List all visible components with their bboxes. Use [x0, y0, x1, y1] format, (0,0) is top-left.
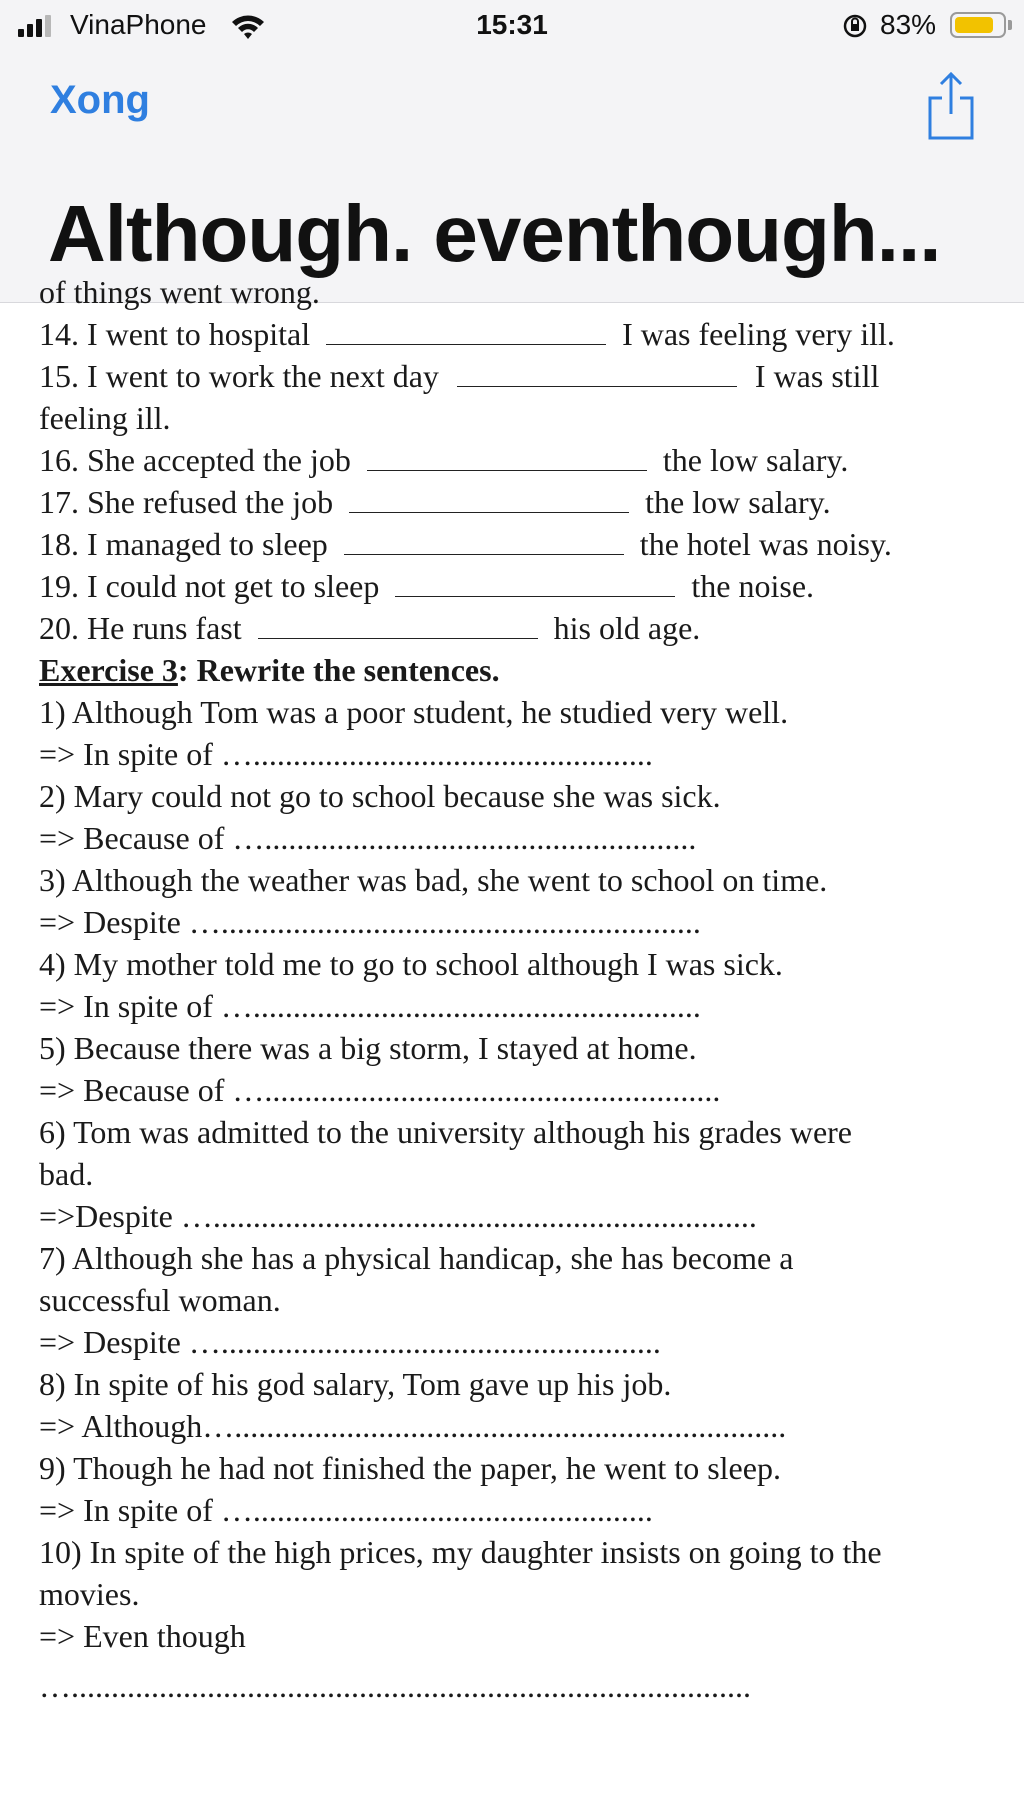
answer-blank [344, 524, 624, 555]
answer-dots: ….................................................................... [180, 1198, 757, 1234]
status-bar [0, 0, 1024, 52]
answer-blank [457, 356, 737, 387]
answer-prompt: => Despite [39, 904, 181, 940]
share-icon[interactable] [926, 70, 976, 140]
exercise-line [39, 523, 1014, 565]
answer-dots: ….................................................. [220, 736, 653, 772]
navigation-bar [0, 52, 1024, 303]
battery-icon [950, 12, 1006, 38]
rewrite-sentence: 10) In spite of the high prices, my daughter insists on going to the [39, 1534, 882, 1570]
exercise-instruction: : Rewrite the sentences. [177, 652, 500, 688]
exercise-line-continuation: feeling ill. [39, 400, 171, 436]
answer-prompt: => Because of [39, 1072, 225, 1108]
rewrite-sentence-continuation: movies. [39, 1576, 140, 1612]
answer-prompt: => In spite of [39, 988, 213, 1024]
rewrite-sentence: 8) In spite of his god salary, Tom gave up his job. [39, 1366, 672, 1402]
orientation-lock-icon [842, 13, 868, 39]
sentence-end: the low salary. [662, 442, 849, 478]
sentence-start: 15. I went to work the next day [39, 358, 439, 394]
sentence-start: 20. He runs fast [39, 610, 242, 646]
done-button[interactable]: Xong [50, 78, 150, 122]
sentence-start: 14. I went to hospital [39, 316, 311, 352]
rewrite-sentence: 1) Although Tom was a poor student, he studied very well. [39, 694, 789, 730]
rewrite-sentence: 6) Tom was admitted to the university although his grades were [39, 1114, 852, 1150]
answer-dots: …......................................................... [232, 1072, 721, 1108]
exercise-heading [39, 649, 1014, 691]
answer-dots: …............................................................ [188, 904, 701, 940]
rewrite-answer-line [39, 1489, 1014, 1531]
rewrite-sentence-continuation: bad. [39, 1156, 94, 1192]
rewrite-sentence: 3) Although the weather was bad, she went to school on time. [39, 862, 828, 898]
exercise-label: Exercise 3 [39, 652, 178, 688]
rewrite-sentence: 9) Though he had not finished the paper, he went to sleep. [39, 1450, 781, 1486]
rewrite-answer-line [39, 985, 1014, 1027]
rewrite-item [39, 1027, 1014, 1111]
exercise-line [39, 355, 1014, 397]
rewrite-sentence: 5) Because there was a big storm, I stayed at home. [39, 1030, 697, 1066]
rewrite-answer-line [39, 1321, 1014, 1363]
exercise-line [39, 481, 1014, 523]
rewrite-sentence-continuation: successful woman. [39, 1282, 281, 1318]
rewrite-item [39, 943, 1014, 1027]
answer-blank [258, 608, 538, 639]
exercise-line [39, 439, 1014, 481]
sentence-start: 19. I could not get to sleep [39, 568, 380, 604]
answer-dots: …........................................................ [220, 988, 701, 1024]
rewrite-item [39, 859, 1014, 943]
sentence-end: I was feeling very ill. [622, 316, 895, 352]
exercise-line [39, 313, 1014, 355]
answer-prompt: => Although [39, 1408, 203, 1444]
sentence-start: 18. I managed to sleep [39, 526, 328, 562]
answer-prompt: => Despite [39, 1324, 181, 1360]
document-view[interactable] [0, 274, 1024, 1820]
sentence-end: I was still [754, 358, 880, 394]
rewrite-item [39, 1111, 1014, 1237]
answer-prompt: => In spite of [39, 736, 213, 772]
rewrite-answer-line [39, 1405, 1014, 1447]
rewrite-sentence: 4) My mother told me to go to school although I was sick. [39, 946, 783, 982]
exercise-line [39, 565, 1014, 607]
rewrite-answer-line [39, 1069, 1014, 1111]
answer-blank [326, 314, 606, 345]
answer-prompt: =>Despite [39, 1198, 173, 1234]
answer-dots: …..................................................................... [202, 1408, 787, 1444]
answer-dots: …....................................................... [188, 1324, 661, 1360]
rewrite-answer-line [39, 901, 1014, 943]
document-content [39, 271, 1014, 1707]
rewrite-sentence: 2) Mary could not go to school because she was sick. [39, 778, 721, 814]
sentence-end: his old age. [553, 610, 701, 646]
rewrite-item [39, 1363, 1014, 1447]
battery-percent: 83% [880, 9, 937, 40]
answer-prompt: => Even though [39, 1618, 246, 1654]
answer-blank [367, 440, 647, 471]
sentence-end: the noise. [691, 568, 815, 604]
rewrite-item [39, 1447, 1014, 1531]
sentence-start: 17. She refused the job [39, 484, 334, 520]
sentence-end: the low salary. [645, 484, 831, 520]
rewrite-answer-line [39, 1195, 1014, 1237]
rewrite-answer-line [39, 733, 1014, 775]
page-title: Although. eventhough... [48, 189, 941, 278]
answer-dots: …..................................................................................... [39, 1668, 751, 1704]
sentence-start: 16. She accepted the job [39, 442, 351, 478]
sentence-end: the hotel was noisy. [639, 526, 892, 562]
rewrite-sentence: 7) Although she has a physical handicap, she has become a [39, 1240, 794, 1276]
rewrite-item [39, 1531, 1014, 1707]
clock: 15:31 [476, 9, 548, 40]
answer-prompt: => In spite of [39, 1492, 213, 1528]
battery-level [955, 17, 993, 33]
cut-off-line: of things went wrong. [39, 274, 320, 310]
rewrite-item [39, 691, 1014, 775]
answer-prompt: => Because of [39, 820, 225, 856]
battery-cap [1008, 20, 1012, 30]
carrier-name: VinaPhone [70, 9, 207, 40]
answer-dots: …...................................................... [232, 820, 697, 856]
answer-dots: ….................................................. [220, 1492, 653, 1528]
answer-blank [395, 566, 675, 597]
rewrite-answer-line [39, 817, 1014, 859]
exercise-line [39, 607, 1014, 649]
answer-blank [349, 482, 629, 513]
rewrite-item [39, 1237, 1014, 1363]
rewrite-item [39, 775, 1014, 859]
